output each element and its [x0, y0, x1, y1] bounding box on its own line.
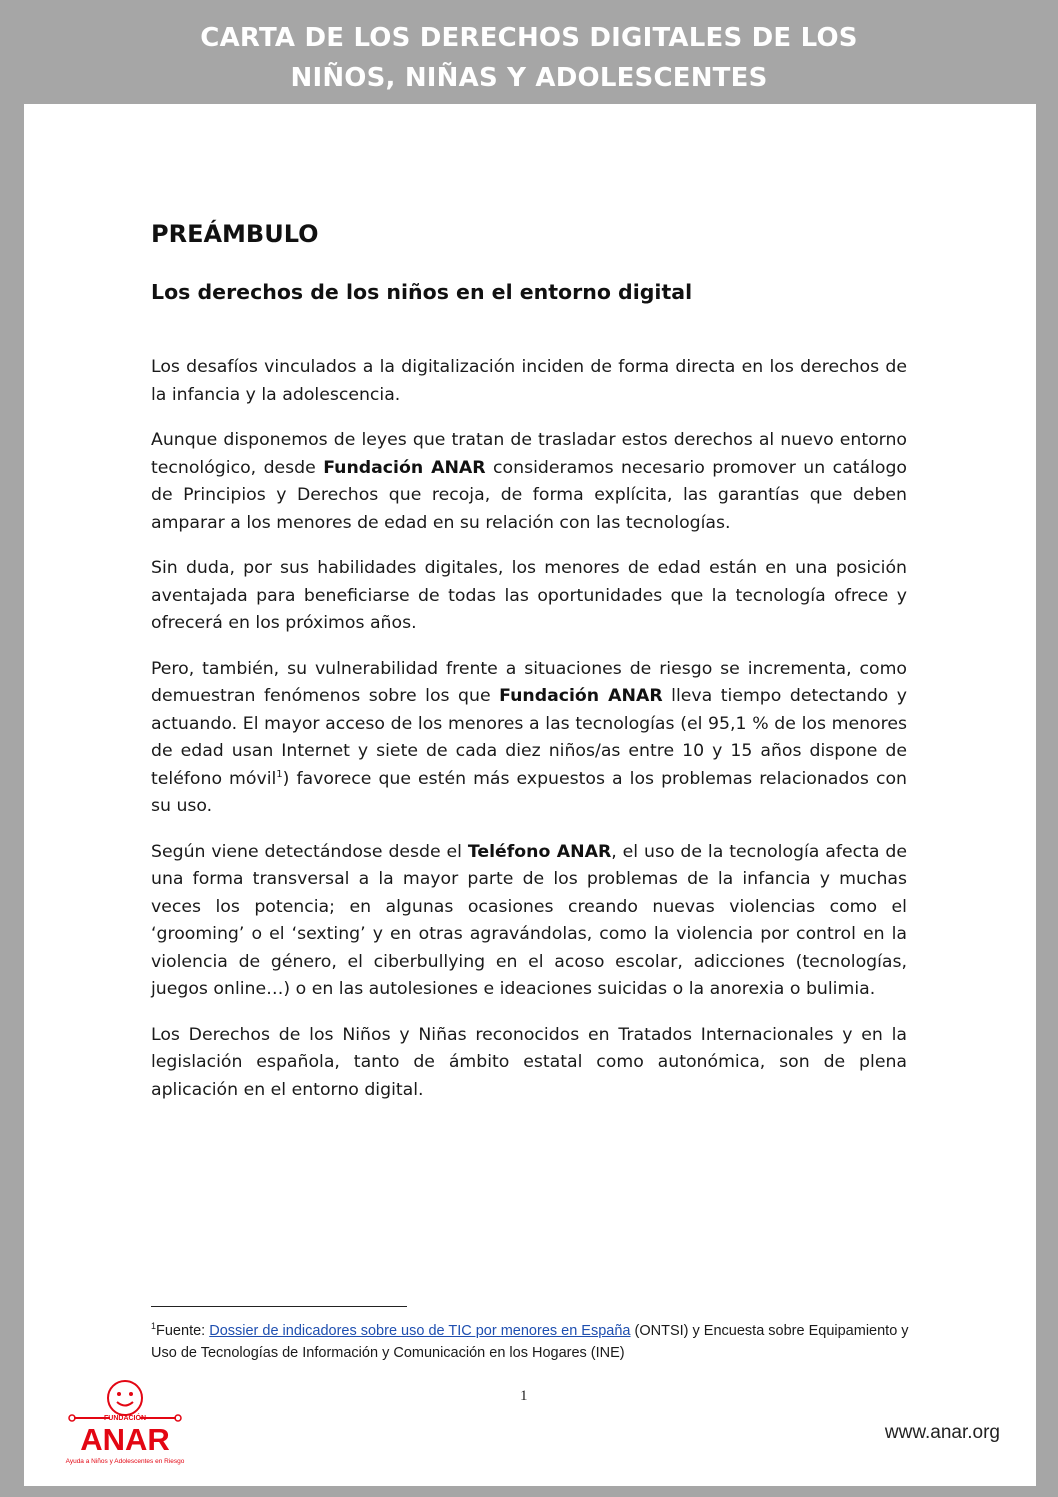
anar-logo [60, 1374, 190, 1474]
bold-fundacion-anar: Fundación ANAR [499, 686, 663, 706]
paragraph-4 [151, 656, 907, 821]
page-number: 1 [520, 1388, 528, 1404]
paragraph-2 [151, 427, 907, 537]
paragraph-2-text-cont: consideramos necesario promover un catálogo de Principios y Derechos que recoja, de forma explícita, las garantías que deben amparar a los menores de edad en su relación con las tecnologías. [151, 457, 908, 533]
page-sheet [24, 104, 1036, 1486]
footer-url: www.anar.org [884, 1422, 1000, 1443]
footnote-separator [151, 1306, 407, 1307]
document-header [0, 0, 1058, 104]
header-title-line-2: NIÑOS, NIÑAS Y ADOLESCENTES [290, 63, 768, 93]
footnote [151, 1320, 911, 1364]
paragraph-6: Los Derechos de los Niños y Niñas reconocidos en Tratados Internacionales y en la legislación española, tanto de ámbito estatal como autonómica, son de plena aplicación en el entorno digital. [151, 1024, 907, 1100]
paragraph-5 [151, 839, 907, 1004]
section-subtitle: Los derechos de los niños en el entorno digital [151, 280, 693, 304]
footnote-link[interactable]: Dossier de indicadores sobre uso de TIC por menores en España [209, 1323, 631, 1339]
bold-fundacion-anar: Fundación ANAR [323, 457, 486, 478]
footnote-marker: 1 [151, 1321, 157, 1332]
svg-text:ANAR: ANAR [80, 1422, 170, 1457]
svg-text:FUNDACIÓN: FUNDACIÓN [104, 1415, 146, 1422]
paragraph-1: Los desafíos vinculados a la digitalización inciden de forma directa en los derechos de la infancia y la adolescencia. [151, 357, 907, 405]
bold-telefono-anar: Teléfono ANAR [467, 841, 612, 862]
body-text [151, 354, 907, 1122]
paragraph-4-text-end: ) favorece que estén más expuestos a los problemas relacionados con su uso. [151, 768, 907, 816]
header-title-line-1: CARTA DE LOS DERECHOS DIGITALES DE LOS [200, 23, 858, 53]
svg-text:Ayuda a Niños y Adolescentes e: Ayuda a Niños y Adolescentes en Riesgo [65, 1458, 185, 1465]
footnote-prefix: Fuente: [156, 1323, 210, 1339]
section-title: PREÁMBULO [151, 220, 319, 248]
footnote-reference[interactable]: 1 [276, 768, 283, 780]
paragraph-3: Sin duda, por sus habilidades digitales, los menores de edad están en una posición aventajada para beneficiarse de todas las oportunidades que la tecnología ofrece y ofrecerá en los próximos años. [151, 558, 907, 633]
footnote-suffix: (ONTSI) y Encuesta sobre Equipamiento y Uso de Tecnologías de Información y Comunicación en los Hogares (INE) [151, 1323, 909, 1361]
paragraph-2-text: Aunque disponemos de leyes que tratan de trasladar estos derechos al nuevo entorno tecnológico, desde [151, 430, 907, 478]
paragraph-5-text-cont: , el uso de la tecnología afecta de una forma transversal a la mayor parte de los problemas de la infancia y muchas veces los potencia; en algunas ocasiones creando nuevas violencias como el ‘grooming’ o el ‘sexting’ y en otras agravándolas, como la violencia por control en la violencia de género, el ciberbullying en el acoso escolar, adicciones (tecnologías, juegos online…) o en las autolesiones e ideaciones suicidas o la anorexia o bulimia. [151, 841, 907, 999]
smiley-face-icon [60, 1374, 190, 1474]
paragraph-4-text-cont: lleva tiempo detectando y actuando. El mayor acceso de los menores a las tecnologías (el 95,1 % de los menores de edad usan Internet y siete de cada diez niños/as entre 10 y 15 años dispone de teléfono móvil [151, 686, 907, 789]
paragraph-5-text: Según viene detectándose desde el [151, 841, 468, 862]
paragraph-4-text: Pero, también, su vulnerabilidad frente a situaciones de riesgo se incrementa, como demuestran fenómenos sobre los que [151, 658, 907, 706]
